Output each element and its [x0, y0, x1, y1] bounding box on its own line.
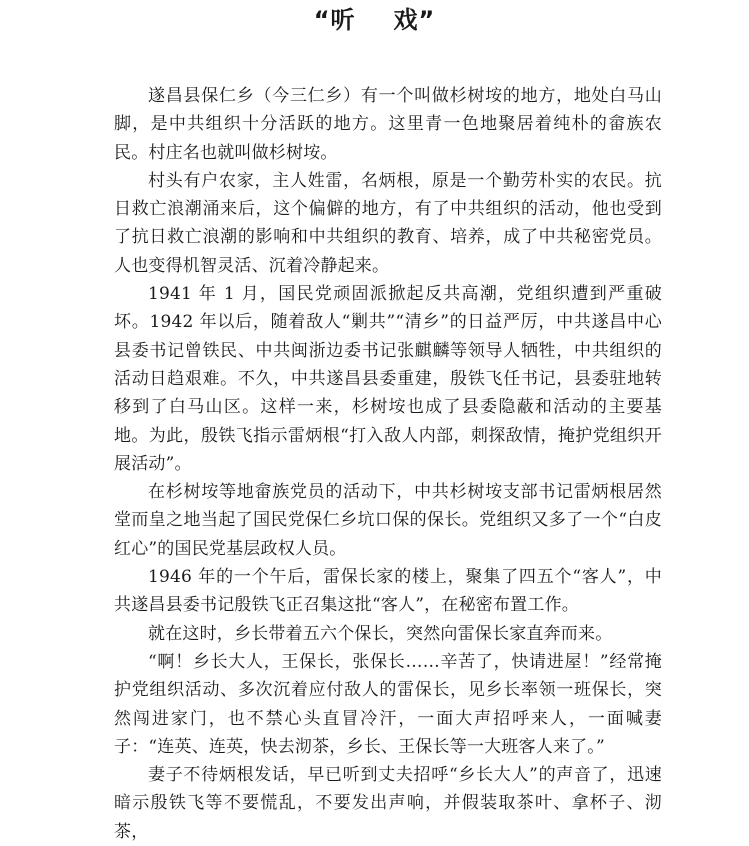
- paragraph: 在杉树垵等地畲族党员的活动下，中共杉树垵支部书记雷炳根居然堂而皇之地当起了国民党保仁乡坑口保的保长。党组织又多了一个“白皮红心”的国民党基层政权人员。: [114, 482, 662, 559]
- paragraph: 遂昌县保仁乡（今三仁乡）有一个叫做杉树垵的地方，地处白马山脚，是中共组织十分活跃的地方。这里青一色地聚居着纯朴的畲族农民。村庄名也就叫做杉树垵。: [114, 86, 662, 163]
- paragraph: 村头有户农家，主人姓雷，名炳根，原是一个勤劳朴实的农民。抗日救亡浪潮涌来后，这个偏僻的地方，有了中共组织的活动，他也受到了抗日救亡浪潮的影响和中共组织的教育、培养，成了中共秘密党员。人也变得机智灵活、沉着冷静起来。: [114, 170, 662, 276]
- paragraph: 就在这时，乡长带着五六个保长，突然向雷保长家直奔而来。: [148, 623, 613, 644]
- page-title: [0, 4, 749, 36]
- title-part-2: 戏”: [393, 6, 436, 34]
- paragraph: 1941 年 1 月，国民党顽固派掀起反共高潮，党组织遭到严重破坏。1942 年以后，随着敌人“剿共”“清乡”的日益严厉，中共遂昌中心县委书记曾铁民、中共闽浙边委书记张麒麟等领导人牺牲，中共组织的活动日趋艰难。不久，中共遂昌县委重建，殷铁飞任书记，县委驻地转移到了白马山区。这样一来，杉树垵也成了县委隐蔽和活动的主要基地。为此，殷铁飞指示雷炳根“打入敌人内部，刺探敌情，掩护党组织开展活动”。: [114, 284, 662, 474]
- paragraph: 妻子不待炳根发话，早已听到丈夫招呼“乡长大人”的声音了，迅速暗示殷铁飞等不要慌乱，不要发出声响，并假装取茶叶、拿杯子、沏茶，: [114, 765, 662, 842]
- paragraph: “啊！乡长大人，王保长，张保长……辛苦了，快请进屋！”经常掩护党组织活动、多次沉着应付敌人的雷保长，见乡长率领一班保长，突然闯进家门，也不禁心头直冒冷汗，一面大声招呼来人，一面喊妻子：“连英、连英，快去沏茶，乡长、王保长等一大班客人来了。”: [114, 651, 662, 757]
- article-body: [114, 82, 662, 846]
- title-part-1: “听: [313, 6, 356, 34]
- paragraph: 1946 年的一个午后，雷保长家的楼上，聚集了四五个“客人”，中共遂昌县委书记殷铁飞正召集这批“客人”，在秘密布置工作。: [114, 567, 662, 616]
